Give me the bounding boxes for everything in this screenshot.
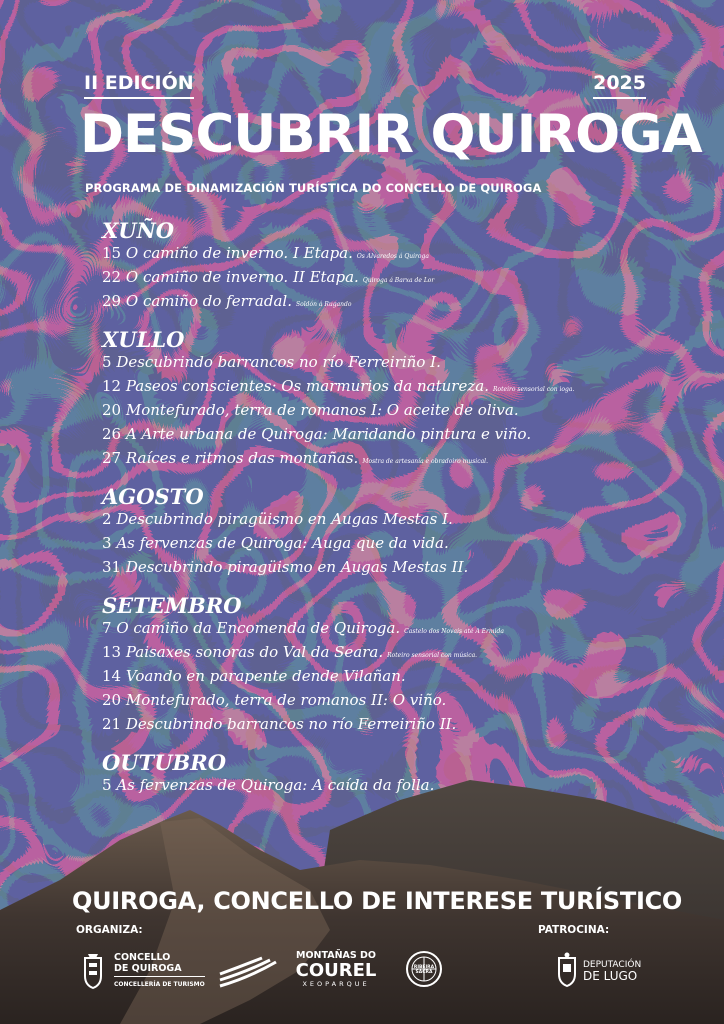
- event-day: 27: [102, 449, 122, 467]
- event-title: O camiño do ferradal.: [125, 292, 292, 310]
- event-note: Soldón á Rugando: [296, 301, 352, 308]
- month-section: [102, 327, 692, 472]
- month-title: XULLO: [102, 327, 185, 352]
- event-title: O camiño da Encomenda de Quiroga.: [116, 619, 401, 637]
- event-note: Roteiro sensorial con música.: [387, 652, 478, 659]
- event-title: Descubrindo barrancos no río Ferreiriño II.: [125, 715, 457, 733]
- event-title: Descubrindo piragüismo en Augas Mestas II.: [125, 558, 469, 576]
- program-schedule: [102, 218, 692, 811]
- event-note: Quiroga á Barxa de Lor: [362, 277, 435, 284]
- event-item: [102, 448, 692, 472]
- event-title: Paseos conscientes: Os marmurios da natureza.: [125, 377, 489, 395]
- ribeira-sacra-text: RIBEIRA SACRA: [413, 965, 435, 975]
- year-label: 2025: [593, 72, 646, 99]
- concello-logo-line1: CONCELLO: [114, 952, 171, 963]
- courel-logo-line2: COUREL: [295, 960, 377, 981]
- event-item: [102, 557, 692, 581]
- month-title: OUTUBRO: [102, 750, 227, 775]
- event-item: [102, 690, 692, 714]
- event-note: Castelo dos Novais até A Ermida: [404, 628, 504, 635]
- event-day: 3: [102, 534, 112, 552]
- event-title: Paisaxes sonoras do Val da Seara.: [125, 643, 384, 661]
- coat-of-arms-icon: [80, 952, 106, 990]
- event-item: [102, 243, 692, 267]
- patrocina-label: PATROCINA:: [538, 924, 610, 936]
- event-day: 15: [102, 244, 122, 262]
- event-title: As fervenzas de Quiroga: A caída da folla.: [116, 776, 435, 794]
- event-item: [102, 666, 692, 690]
- event-item: [102, 267, 692, 291]
- event-day: 26: [102, 425, 122, 443]
- concello-logo-line3: CONCELLERÍA DE TURISMO: [114, 976, 205, 990]
- event-day: 29: [102, 292, 122, 310]
- event-day: 21: [102, 715, 122, 733]
- page-subtitle: PROGRAMA DE DINAMIZACIÓN TURÍSTICA DO CONCELLO DE QUIROGA: [85, 181, 542, 195]
- event-note: Roteiro sensorial con ioga.: [492, 386, 575, 393]
- event-note: Os Alvaredos á Quiroga: [356, 253, 429, 260]
- event-day: 2: [102, 510, 112, 528]
- event-title: As fervenzas de Quiroga: Auga que da vida.: [116, 534, 449, 552]
- footer-tagline: QUIROGA, CONCELLO DE INTERESE TURÍSTICO: [72, 887, 683, 915]
- event-title: Voando en parapente dende Vilañan.: [125, 667, 406, 685]
- event-title: O camiño de inverno. I Etapa.: [125, 244, 353, 262]
- event-item: [102, 400, 692, 424]
- event-day: 13: [102, 643, 122, 661]
- page-title: DESCUBRIR QUIROGA: [80, 104, 702, 165]
- event-day: 22: [102, 268, 122, 286]
- month-title: AGOSTO: [102, 484, 204, 509]
- event-item: [102, 291, 692, 315]
- event-item: [102, 509, 692, 533]
- event-item: [102, 376, 692, 400]
- event-day: 12: [102, 377, 122, 395]
- event-title: A Arte urbana de Quiroga: Maridando pintura e viño.: [125, 425, 532, 443]
- event-note: Mostra de artesanía e obradoiro musical.: [362, 458, 488, 465]
- event-item: [102, 533, 692, 557]
- deputacion-logo-line1: DEPUTACIÓN: [583, 960, 642, 970]
- event-day: 20: [102, 691, 122, 709]
- event-item: [102, 714, 692, 738]
- event-item: [102, 618, 692, 642]
- event-day: 20: [102, 401, 122, 419]
- crest-icon: [555, 952, 579, 988]
- event-item: [102, 775, 692, 799]
- event-title: Descubrindo barrancos no río Ferreiriño I.: [116, 353, 441, 371]
- courel-logo-line3: XEOPARQUE: [302, 980, 370, 988]
- event-day: 5: [102, 776, 112, 794]
- deputacion-logo-line2: DE LUGO: [583, 969, 638, 983]
- event-item: [102, 424, 692, 448]
- event-title: Montefurado, terra de romanos I: O aceite de oliva.: [125, 401, 519, 419]
- wave-icon: [218, 956, 280, 990]
- event-title: Montefurado, terra de romanos II: O viño.: [125, 691, 447, 709]
- event-title: O camiño de inverno. II Etapa.: [125, 268, 359, 286]
- courel-logo-line1: MONTAÑAS DO: [296, 950, 376, 961]
- organiza-label: ORGANIZA:: [76, 924, 143, 936]
- month-section: [102, 218, 692, 315]
- month-section: [102, 593, 692, 738]
- month-section: [102, 484, 692, 581]
- event-item: [102, 352, 692, 376]
- month-section: [102, 750, 692, 799]
- event-title: Descubrindo piragüismo en Augas Mestas I.: [116, 510, 453, 528]
- event-day: 7: [102, 619, 112, 637]
- event-item: [102, 642, 692, 666]
- month-title: SETEMBRO: [102, 593, 242, 618]
- event-day: 14: [102, 667, 122, 685]
- ribeira-sacra-logo: [405, 950, 443, 988]
- edition-label: II EDICIÓN: [84, 72, 194, 99]
- event-day: 5: [102, 353, 112, 371]
- event-title: Raíces e ritmos das montañas.: [125, 449, 359, 467]
- month-title: XUÑO: [102, 218, 175, 243]
- event-day: 31: [102, 558, 122, 576]
- concello-logo-line2: DE QUIROGA: [114, 963, 182, 974]
